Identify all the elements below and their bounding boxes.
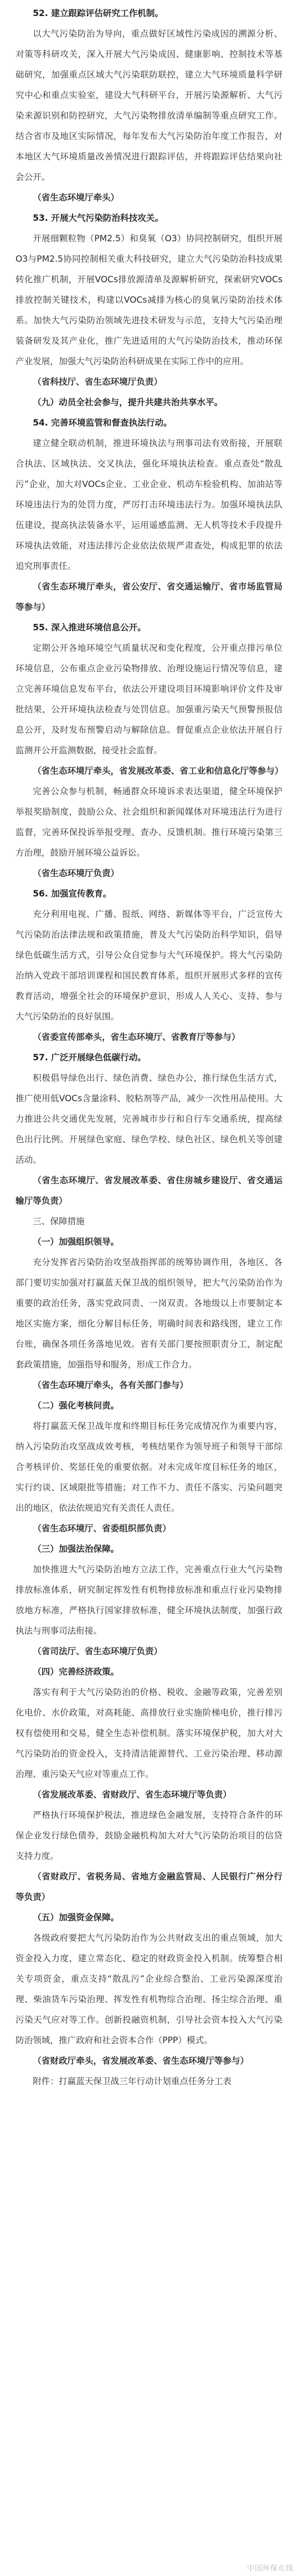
section-heading: （四）完善经济政策。 bbox=[33, 1667, 120, 1677]
body-paragraph: 附件：打赢蓝天保卫战三年行动计划重点任务分工表 bbox=[33, 2076, 232, 2086]
responsible-dept-note: （省科技厅、省生态环境厅负责） bbox=[33, 377, 163, 387]
responsible-dept-note: （省财政厅牵头，省发展改革委、省生态环境厅等参与） bbox=[33, 2056, 249, 2066]
responsible-dept-note: （省生态环境厅、省发展改革委、省住房城乡建设厅、省交通运输厅等负责） bbox=[16, 1175, 282, 1206]
responsible-dept-note: （省生态环境厅、省委组织部负责） bbox=[33, 1523, 171, 1533]
body-paragraph: 建立健全联动机制，推进环境执法与刑事司法有效衔接，开展联合执法、区域执法、交叉执法，强化环境执法检查。重点查处“散乱污”企业，加大对VOCs企业、工业企业、机动车检验机构、加油站等环境违法行为的处罚力度，严厉打击环境违法行为。加强环境执法队伍建设，提高执法装备水平，运用遥感监测、无人机等技术手段提升环境执法效能，对违法排污企业依法依规严肃查处，构成犯罪的依法追究刑事责任。 bbox=[16, 438, 282, 571]
section-heading: 56. 加强宣传教育。 bbox=[33, 889, 112, 899]
body-paragraph: 积极倡导绿色出行、绿色消费、绿色办公，推行绿色生活方式，推广使用低VOCs含量涂料、胶粘剂等产品，减少一次性用品使用。大力推进公共交通优先发展，完善城市步行和自行车交通系统，提高绿色出行比例。开展绿色家庭、绿色学校、绿色社区、绿色机关等创建活动。 bbox=[16, 1073, 282, 1165]
responsible-dept-note: （省生态环境厅牵头，省发展改革委、省工业和信息化厅等参与） bbox=[33, 766, 284, 776]
section-heading: 52. 建立跟踪评估研究工作机制。 bbox=[33, 8, 163, 18]
responsible-dept-note: （省生态环境厅牵头，各有关部门参与） bbox=[33, 1380, 188, 1390]
responsible-dept-note: （省生态环境厅牵头） bbox=[33, 193, 120, 203]
body-paragraph: 定期公开各地环境空气质量状况和变化程度，公开重点排污单位环境信息，公布重点企业污染物排放、治理设施运行情况等信息，建立完善环境信息发布平台，依法公开建设项目环境影响评价文件及审批结果，公开环境执法检查与处罚信息。加强重污染天气预警预报信息公开，及时发布预警启动与解除信息。督促重点企业依法开展自行监测并公开监测数据，接受社会监督。 bbox=[16, 643, 282, 755]
responsible-dept-note: （省司法厅、省生态环境厅负责） bbox=[33, 1646, 163, 1656]
section-heading: 53. 开展大气污染防治科技攻关。 bbox=[33, 213, 163, 223]
body-paragraph: 将打赢蓝天保卫战年度和终期目标任务完成情况作为重要内容，纳入污染防治攻坚战成效考核，考核结果作为领导班子和领导干部综合考核评价、奖惩任免的重要依据。对未完成年度目标任务的地区，实行约谈、区域限批等措施；对工作不力、责任不落实、污染问题突出的地区，依法依规追究有关责任人责任。 bbox=[16, 1421, 282, 1513]
body-paragraph: 充分利用电视、广播、报纸、网络、新媒体等平台，广泛宣传大气污染防治法律法规和政策措施，普及大气污染防治科学知识，倡导绿色低碳生活方式，引导公众自觉参与大气环境保护。将大气污染防治纳入党政干部培训课程和国民教育体系，组织开展形式多样的宣传教育活动，增强全社会的环境保护意识，形成人人关心、支持、参与大气污染防治的良好氛围。 bbox=[16, 909, 282, 1022]
body-paragraph: 各级政府要把大气污染防治作为公共财政支出的重点领域，加大资金投入力度，建立常态化、稳定的财政资金投入机制。统筹整合相关专项资金，重点支持“散乱污”企业综合整治、工业污染源深度治理、柴油货车污染治理、挥发性有机物综合治理、扬尘综合治理、重污染天气应对等工作。创新投融资机制，引导社会资本投入大气污染防治领域，推广政府和社会资本合作（PPP）模式。 bbox=[16, 1933, 282, 2045]
section-heading: 57. 广泛开展绿色低碳行动。 bbox=[33, 1053, 146, 1062]
responsible-dept-note: （省生态环境厅负责） bbox=[33, 868, 120, 878]
body-paragraph: 严格执行环境保护税法，推进绿色金融发展，支持符合条件的环保企业发行绿色债券，鼓励金融机构加大对大气污染防治项目的信贷支持力度。 bbox=[16, 1810, 282, 1861]
section-heading: （九）动员全社会参与，提升共建共治共享水平。 bbox=[33, 397, 223, 407]
responsible-dept-note: （省财政厅、省税务局、省地方金融监管局、人民银行广州分行等负责） bbox=[16, 1872, 282, 1902]
section-heading: （五）加强资金保障。 bbox=[33, 1912, 120, 1922]
section-heading: （二）强化考核问责。 bbox=[33, 1401, 120, 1411]
site-watermark: 中国环保在线 bbox=[246, 2564, 294, 2573]
section-heading: 55. 深入推进环境信息公开。 bbox=[33, 623, 146, 633]
responsible-dept-note: （省生态环境厅牵头，省公安厅、省交通运输厅、省市场监管局等参与） bbox=[16, 582, 282, 612]
responsible-dept-note: （省发展改革委、省财政厅、省生态环境厅等负责） bbox=[33, 1790, 232, 1800]
responsible-dept-note: （省委宣传部牵头，省生态环境厅、省教育厅等参与） bbox=[33, 1032, 240, 1042]
section-heading: （一）加强组织领导。 bbox=[33, 1237, 120, 1247]
body-paragraph: 落实有利于大气污染防治的价格、税收、金融等政策，完善差别化电价、水价政策，对高耗能、高排放行业实施阶梯电价，推行排污权有偿使用和交易，健全生态补偿机制。落实环境保护税，加大对大气污染防治的资金投入，支持清洁能源替代、工业污染治理、移动源治理、重污染天气应对等重点工作。 bbox=[16, 1687, 282, 1779]
section-heading: （三）加强法治保障。 bbox=[33, 1544, 120, 1554]
part-heading: 三、保障措施 bbox=[33, 1216, 85, 1226]
body-paragraph: 充分发挥省污染防治攻坚战指挥部的统筹协调作用，各地区、各部门要切实加强对打赢蓝天保卫战的组织领导，把大气污染防治作为重要的政治任务，落实党政同责、一岗双责。各地级以上市要制定本地区实施方案，细化分解目标任务，明确时间表和路线图，建立工作台账，确保各项任务落地见效。省有关部门要按照职责分工，制定配套政策措施，加强指导和服务，形成工作合力。 bbox=[16, 1257, 282, 1370]
body-paragraph: 以大气污染防治为导向，重点做好区域性污染成因的溯源分析、对策等科研攻关，深入开展大气污染成因、健康影响、控制技术等基础研究，加强重点区域大气污染联防联控，建立大气环境质量科学研究中心和重点实验室，建设大气科研平台，开展污染源解析、大气污染来源识别和防控研究，大气污染物排放清单编制等重点研究工作。结合省市及地区实际情况，每年发布大气污染防治年度工作报告，对本地区大气环境质量改善情况进行跟踪评估，并将跟踪评估结果向社会公开。 bbox=[16, 29, 282, 182]
section-heading: 54. 完善环境监管和督查执法行动。 bbox=[33, 418, 172, 428]
body-paragraph: 加快推进大气污染防治地方立法工作，完善重点行业大气污染物排放标准体系，研究制定挥发性有机物排放标准和重点行业污染物排放地方标准，严格执行国家排放标准，健全环境执法制度，加强行政执法与刑事司法衔接。 bbox=[16, 1564, 282, 1636]
body-paragraph: 开展细颗粒物（PM2.5）和臭氧（O3）协同控制研究，组织开展O3与PM2.5协同控制相关重大科技研究，建立大气污染防治科技成果转化推广机制，开展VOCs排放源清单及源解析研究，探索研究VOCs排放控制关键技术，构建以VOCs减排为核心的臭氧污染防治技术体系。加快大气污染防治领域先进技术研发与示范，支持大气污染治理装备研发及其产业化，推广先进适用的大气污染防治技术，推动环保产业发展，加强大气污染防治科研成果在实际工作中的应用。 bbox=[16, 234, 282, 366]
body-paragraph: 完善公众参与机制，畅通群众环境诉求表达渠道，健全环境保护举报奖励制度，鼓励公众、社会组织和新闻媒体对环境违法行为进行监督，完善环保投诉举报受理、查办、反馈机制。推行环境污染第三方治理，鼓励开展环境公益诉讼。 bbox=[16, 786, 282, 858]
